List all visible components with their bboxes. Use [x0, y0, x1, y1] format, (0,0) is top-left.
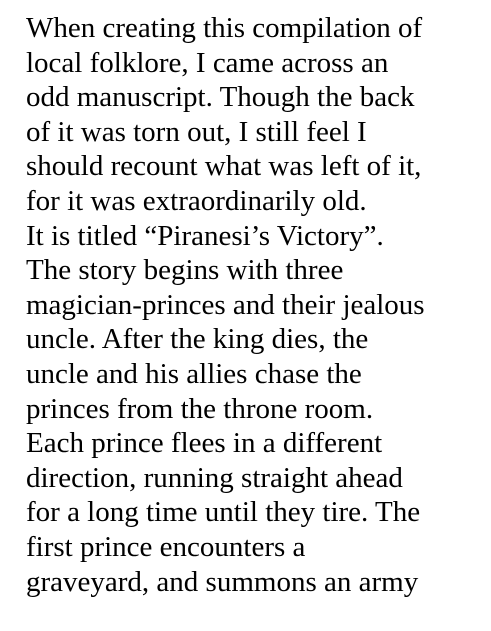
- text-line: of it was torn out, I still feel I: [26, 115, 367, 148]
- text-line: graveyard, and summons an army: [26, 565, 419, 598]
- text-line: should recount what was left of it,: [26, 150, 422, 183]
- text-line: When creating this compilation of: [26, 12, 423, 44]
- text-line: uncle. After the king dies, the: [26, 323, 369, 356]
- text-line: It is titled “Piranesi’s Victory”.: [26, 219, 384, 252]
- text-line: for it was extraordinarily old.: [26, 184, 367, 217]
- text-line: uncle and his allies chase the: [26, 357, 362, 390]
- text-line: first prince encounters a: [26, 530, 306, 563]
- document-text: [26, 11, 486, 599]
- text-line: odd manuscript. Though the back: [26, 81, 415, 114]
- text-line: princes from the throne room.: [26, 392, 374, 425]
- text-line: The story begins with three: [26, 254, 344, 287]
- text-line: magician-princes and their jealous: [26, 288, 425, 321]
- text-line: local folklore, I came across an: [26, 46, 389, 79]
- text-line: Each prince flees in a different: [26, 427, 383, 460]
- text-line: for a long time until they tire. The: [26, 496, 421, 529]
- text-line: direction, running straight ahead: [26, 461, 403, 494]
